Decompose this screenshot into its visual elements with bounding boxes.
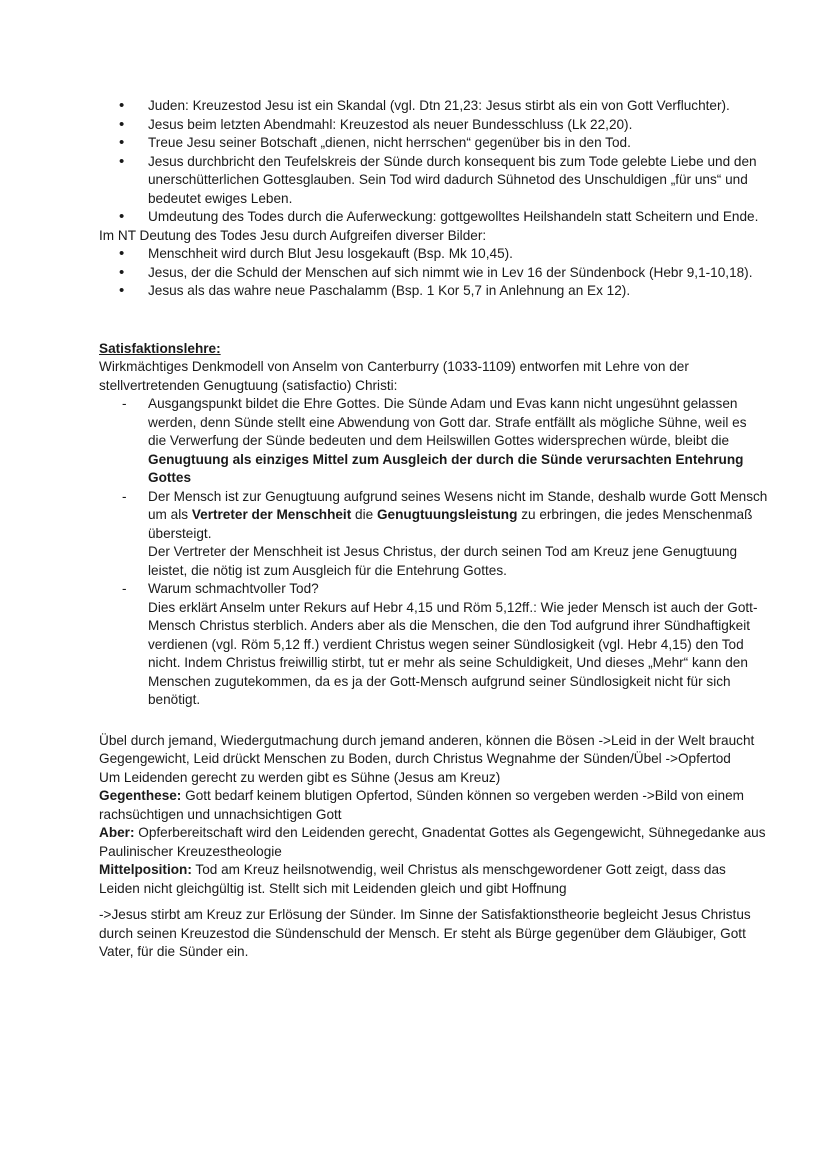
paragraph-text: Opferbereitschaft wird den Leidenden gerecht, Gnadentat Gottes als Gegengewicht, Sühnegedanke aus Paulinischer Kreuzestheologie [99, 825, 766, 859]
list-item: • Umdeutung des Todes durch die Auferweckung: gottgewolltes Heilshandeln statt Scheitern und Ende. [99, 208, 768, 227]
list-item: • Jesus, der die Schuld der Menschen auf sich nimmt wie in Lev 16 der Sündenbock (Hebr 9,1-10,18). [99, 264, 768, 283]
paragraph: Um Leidenden gerecht zu werden gibt es Sühne (Jesus am Kreuz) [99, 769, 501, 785]
list-item [99, 395, 768, 488]
list-item [99, 488, 768, 581]
item-text: Ausgangspunkt bildet die Ehre Gottes. Die Sünde Adam und Evas kann nicht ungesühnt gelassen werden, denn Sünde stellt eine Abwendung von Gott dar. Strafe entfällt als mögliche Sühne, weil es die Verwerfung der Sünde bedeuten und dem Heilswillen Gottes widersprechen würde, bleibt die [148, 396, 747, 448]
paragraph [99, 824, 768, 861]
list-item: • Treue Jesu seiner Botschaft „dienen, nicht herrschen“ gegenüber bis in den Tod. [99, 134, 768, 153]
list-item [99, 580, 768, 710]
item-paragraph: Der Vertreter der Menschheit ist Jesus Christus, der durch seinen Tod am Kreuz jene Genugtuung leistet, die nötig ist zum Ausgleich für die Entehrung Gottes. [148, 544, 738, 578]
conclusion-block [99, 732, 768, 962]
intro-nt-bilder: Im NT Deutung des Todes Jesu durch Aufgreifen diverser Bilder: [99, 227, 487, 243]
list-item: • Jesus beim letzten Abendmahl: Kreuzestod als neuer Bundesschluss (Lk 22,20). [99, 116, 768, 135]
paragraph-text: Gott bedarf keinem blutigen Opfertod, Sünden können so vergeben werden ->Bild von einem rachsüchtigen und unnachsichtigen Gott [99, 788, 744, 822]
item-bold: Genugtuung als einziges Mittel zum Ausgleich der durch die Sünde verursachten Entehrung Gottes [148, 451, 744, 485]
paragraph [99, 861, 768, 898]
item-paragraph [148, 488, 768, 544]
list-item: • Juden: Kreuzestod Jesu ist ein Skandal (vgl. Dtn 21,23: Jesus stirbt als ein von Gott Verfluchter). [99, 97, 768, 116]
item-paragraph: Dies erklärt Anselm unter Rekurs auf Hebr 4,15 und Röm 5,12ff.: Wie jeder Mensch ist auch der Gott-Mensch Christus sterblich. Anders aber als die Menschen, die den Tod aufgrund ihrer Sündhaftigkeit verdienen (vgl. Röm 5,12 ff.) verdient Christus wegen seiner Sündlosigkeit (vgl. Hebr 4,15) den Tod nicht. Indem Christus freiwillig stirbt, tut er mehr als seine Schuldigkeit, Und dieses „Mehr“ kann den Menschen zugutekommen, da es ja der Gott-Mensch aufgrund seiner Sündlosigkeit nicht für sich benötigt. [148, 599, 758, 707]
item-bold: Vertreter der Menschheit [191, 507, 352, 522]
label-mittelposition: Mittelposition: [99, 862, 192, 877]
label-aber: Aber: [99, 825, 135, 840]
label-gegenthese: Gegenthese: [99, 788, 182, 803]
paragraph [99, 787, 768, 824]
list-item: • Jesus durchbricht den Teufelskreis der Sünde durch konsequent bis zum Tode gelebte Liebe und den unerschütterlichen Gottesglauben. Sein Tod wird dadurch Sühnetod des Unschuldigen „für uns“ und bedeutet ewiges Leben. [99, 153, 768, 209]
paragraph: Übel durch jemand, Wiedergutmachung durch jemand anderen, können die Bösen ->Leid in der Welt braucht Gegengewicht, Leid drückt Menschen zu Boden, durch Christus Wegnahme der Sünden/Übel ->Opfertod [99, 732, 755, 766]
paragraph-text: Tod am Kreuz heilsnotwendig, weil Christus als menschgewordener Gott zeigt, dass das Leiden nicht gleichgültig ist. Stellt sich mit Leidenden gleich und gibt Hoffnung [99, 862, 726, 896]
item-question: - Warum schmachtvoller Tod? [148, 581, 319, 596]
paragraph-conclusion: ->Jesus stirbt am Kreuz zur Erlösung der Sünder. Im Sinne der Satisfaktionstheorie begleicht Jesus Christus durch seinen Kreuzestod die Sündenschuld der Mensch. Er steht als Bürge gegenüber dem Gläubiger, Gott Vater, für die Sünder ein. [99, 907, 751, 959]
item-text: die [351, 507, 377, 522]
list-item: • Menschheit wird durch Blut Jesu losgekauft (Bsp. Mk 10,45). [99, 245, 768, 264]
item-bold: Genugtuungsleistung [376, 507, 518, 522]
bullet-list-bilder [99, 245, 768, 301]
list-item: • Jesus als das wahre neue Paschalamm (Bsp. 1 Kor 5,7 in Anlehnung an Ex 12). [99, 282, 768, 301]
section-heading: Satisfaktionslehre: [99, 340, 221, 356]
dash-list-satisfaktion [99, 395, 768, 710]
item-text: zu erbringen, die jedes Menschenmaß übersteigt. [148, 507, 753, 541]
item-text: Der Mensch ist zur Genugtuung aufgrund seines Wesens nicht im Stande, deshalb wurde Gott Mensch um als [148, 488, 768, 522]
section-intro: Wirkmächtiges Denkmodell von Anselm von Canterburry (1033-1109) entworfen mit Lehre von der stellvertretenden Genugtuung (satisfactio) Christi: [99, 359, 689, 393]
spacer [99, 301, 768, 340]
bullet-list-deutungen [99, 97, 768, 227]
